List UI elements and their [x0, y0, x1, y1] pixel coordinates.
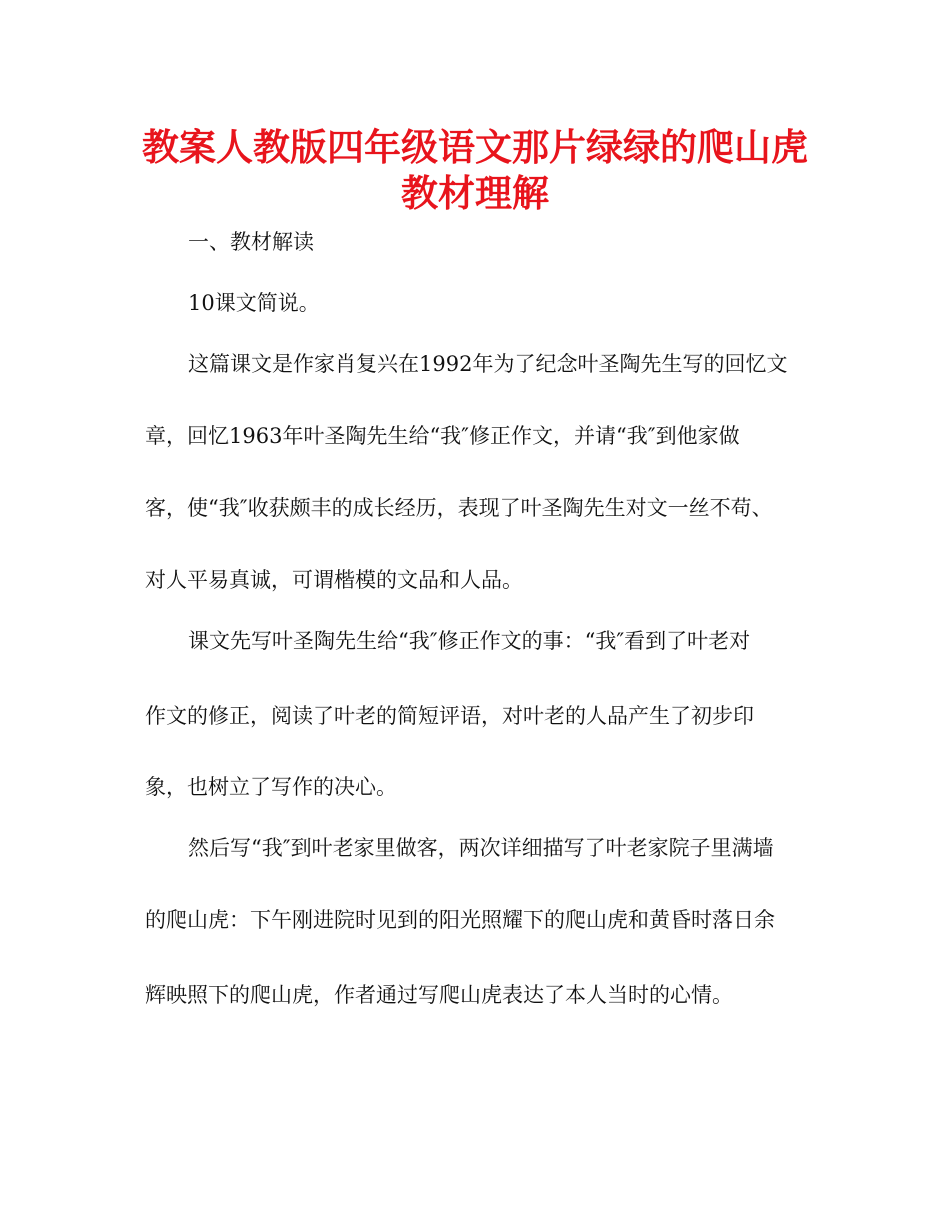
- paragraph-3-line-1: 然后写“我″到叶老家里做客，两次详细描写了叶老家院子里满墙: [188, 836, 774, 860]
- section-heading: 一、教材解读: [188, 230, 314, 254]
- paragraph-1-line-2: 章，回忆1963年叶圣陶先生给“我″修正作文，并请“我″到他家做: [145, 424, 740, 448]
- paragraph-3-line-2: 的爬山虎：下午刚进院时见到的阳光照耀下的爬山虎和黄昏时落日余: [145, 908, 775, 932]
- paragraph-1-line-3: 客，使“我″收获颇丰的成长经历，表现了叶圣陶先生对文一丝不苟、: [145, 496, 773, 520]
- paragraph-2-line-1: 课文先写叶圣陶先生给“我″修正作文的事：“我″看到了叶老对: [188, 629, 751, 653]
- paragraph-1-line-4: 对人平易真诚，可谓楷模的文品和人品。: [145, 568, 523, 592]
- document-title-line-2: 教材理解: [401, 172, 549, 215]
- paragraph-2-line-3: 象，也树立了写作的决心。: [145, 775, 397, 799]
- document-title-line-1: 教案人教版四年级语文那片绿绿的爬山虎: [142, 126, 808, 169]
- subsection-heading: 10课文简说。: [188, 291, 320, 315]
- paragraph-1-line-1: 这篇课文是作家肖复兴在1992年为了纪念叶圣陶先生写的回忆文: [188, 352, 788, 376]
- paragraph-2-line-2: 作文的修正，阅读了叶老的简短评语，对叶老的人品产生了初步印: [145, 704, 754, 728]
- paragraph-3-line-3: 辉映照下的爬山虎，作者通过写爬山虎表达了本人当时的心情。: [145, 983, 733, 1007]
